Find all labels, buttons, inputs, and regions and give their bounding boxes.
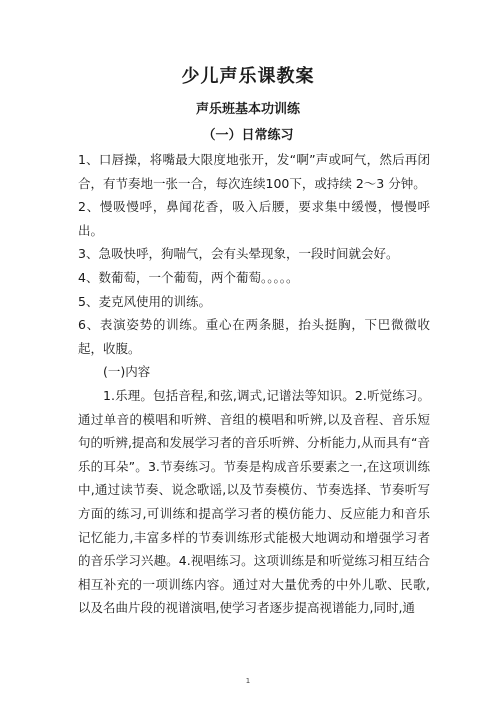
list-item: 1、口唇操，将嘴最大限度地张开，发“啊”声或呵气，然后再闭合，有节奏地一张一合，每次连续100下，或持续 2～3 分钟。 xyxy=(78,152,430,191)
list-item: 6、表演姿势的训练。重心在两条腿，抬头挺胸，下巴微微收起，收腹。 xyxy=(78,317,430,356)
list-item: 4、数葡萄，一个葡萄，两个葡萄。。。。。 xyxy=(78,269,299,285)
page-number: 1 xyxy=(245,677,251,685)
section-heading: （一）日常练习 xyxy=(202,128,294,143)
list-item: 3、急吸快呼，狗喘气，会有头晕现象，一段时间就会好。 xyxy=(78,246,399,262)
document-body xyxy=(78,148,430,620)
content-heading: (一)内容 xyxy=(103,364,151,380)
content-paragraph: 1.乐理。包括音程,和弦,调式,记谱法等知识。2.听觉练习。通过单音的模唱和听辨、音组的模唱和听辨,以及音程、音乐短句的听辨,提高和发展学习者的音乐听辨、分析能力,从而具有“音乐的耳朵”。3.节奏练习。节奏是构成音乐要素之一,在这项训练中,通过读节奏、说念歌谣,以及节奏模仿、节奏选择、节奏听写方面的练习,可训练和提高学习者的模仿能力、反应能力和音乐记忆能力,丰富多样的节奏训练形式能极大地调动和增强学习者的音乐学习兴趣。4.视唱练习。这项训练是和听觉练习相互结合相互补充的一项训练内容。通过对大量优秀的中外儿歌、民歌,以及名曲片段的视谱演唱,使学习者逐步提高视谱能力,同时,通 xyxy=(78,387,430,616)
list-item: 2、慢吸慢呼，鼻闻花香，吸入后腰，要求集中缓慢，慢慢呼出。 xyxy=(78,199,430,238)
list-item: 5、麦克风使用的训练。 xyxy=(78,293,211,309)
document-subtitle: 声乐班基本功训练 xyxy=(195,102,300,117)
document-title: 少儿声乐课教案 xyxy=(181,66,315,87)
